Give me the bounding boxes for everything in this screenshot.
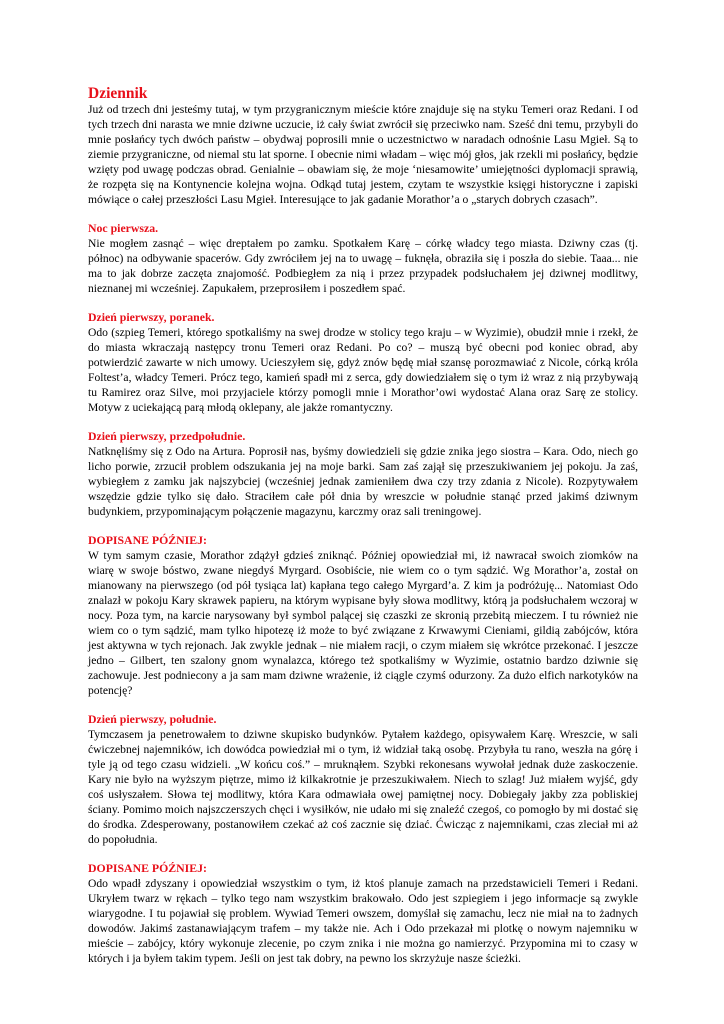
section-heading: Dzień pierwszy, poranek. [88,310,215,324]
document-title: Dziennik [88,85,148,102]
section-paragraph: Natknęliśmy się z Odo na Artura. Poprosił nas, byśmy dowiedzieli się gdzie znika jego siostra – Kara. Odo, niech go licho porwie, zrzucił problem odszukania jej na moje barki. Sam zaś zajął się przeszukiwaniem jej pokoju. Ja zaś, wybiegłem z zamku jak najszybciej (wcześniej jednak zamieniłem dwa czy trzy zdania z Nicole). Rozpytywałem wszędzie gdzie tylko się dało. Straciłem całe pół dnia by wreszcie w południe stanąć przed jakimś dziwnym budynkiem, przypominającym połączenie magazynu, karczmy oraz sali treningowej. [88,445,638,518]
section-heading: Dzień pierwszy, przedpołudnie. [88,429,246,443]
section-heading: DOPISANE PÓŹNIEJ: [88,533,207,547]
section-heading: DOPISANE PÓŹNIEJ: [88,861,207,875]
section-paragraph: Odo wpadł zdyszany i opowiedział wszystkim o tym, iż ktoś planuje zamach na przedstawicieli Temeri i Redani. Ukryłem twarz w rękach – tylko tego nam wszystkim brakowało. Odo jest szpiegiem i jego informacje są zwykle wiarygodne. I tu pojawiał się problem. Wywiad Temeri owszem, domyślał się zamachu, lecz nie miał na to żadnych dowodów. Jakimś zastanawiającym trafem – my także nie. Ach i Odo przekazał mi plotkę o nowym najemniku w mieście – zabójcy, który wykonuje zlecenie, po czym znika i nie można go namierzyć. Przypomina mi to czasy w których i ja byłem takim typem. Jeśli on jest tak dobry, na pewno los skrzyżuje nasze ścieżki. [88,877,638,965]
section-heading: Dzień pierwszy, południe. [88,712,217,726]
intro-paragraph: Już od trzech dni jesteśmy tutaj, w tym przygranicznym mieście które znajduje się na styku Temeri oraz Redani. I od tych trzech dni narasta we mnie dziwne uczucie, iż cały świat zwrócił się przeciwko nam. Sześć dni temu, przybyli do mnie posłańcy tych dwóch państw – obydwaj poprosili mnie o uczestnictwo w naradach odnośnie Lasu Mgieł. Są to ziemie przygraniczne, od niemal stu lat sporne. I obecnie nimi władam – więc mój głos, jak rzekli mi posłańcy, będzie wzięty pod uwagę podczas obrad. Genialnie – obawiam się, że moje ‘niesamowite’ umiejętności dyplomacji sprawią, że rozpęta się na Kontynencie kolejna wojna. Odkąd tutaj jestem, czytam te wszystkie księgi historyczne i zapiski mówiące o całej przeszłości Lasu Mgieł. Interesujące to jak gadanie Morathor’a o „starych dobrych czasach”. [88,103,638,206]
section-heading: Noc pierwsza. [88,221,159,235]
section-paragraph: Tymczasem ja penetrowałem to dziwne skupisko budynków. Pytałem każdego, opisywałem Karę. Wreszcie, w sali ćwiczebnej najemników, ich dowódca powiedział mi o tym, iż widział taką osobę. Przybyła tu rano, weszła na górę i tyle ją od tego czasu widzieli. „W końcu coś.” – mruknąłem. Szybki rekonesans wywołał jednak duże zaskoczenie. Kary nie było na wyższym piętrze, mimo iż kilkakrotnie je przeszukiwałem. Niech to szlag! Już miałem wyjść, gdy coś usłyszałem. Słowa tej modlitwy, która Kara odmawiała owej pamiętnej nocy. Dobiegały jakby zza pobliskiej ściany. Pomimo moich najszczerszych chęci i wysiłków, nie udało mi się znaleźć czegoś, co pomogło by mi dostać się do środka. Zdesperowany, postanowiłem czekać aż coś zacznie się dziać. Ćwicząc z najemnikami, czas zleciał mi aż do popołudnia. [88,728,638,846]
section-paragraph: Odo (szpieg Temeri, którego spotkaliśmy na swej drodze w stolicy tego kraju – w Wyzimie), obudził mnie i rzekł, że do miasta wkraczają następcy tronu Temeri oraz Redani. Po co? – muszą być obecni pod koniec obrad, aby potwierdzić zawarte w nich umowy. Ucieszyłem się, gdyż znów będę miał szansę porozmawiać z Nicole, córką króla Foltest’a, władcy Temeri. Prócz tego, kamień spadł mi z serca, gdy dowiedziałem się o tym iż wraz z nią przybywają tu Ramirez oraz Silve, moi przyjaciele którzy pomogli mnie i Morathor’owi wydostać Alana oraz Sarę ze stolicy. Motyw z uciekającą parą młodą oklepany, ale jakże romantyczny. [88,326,638,414]
section-paragraph: W tym samym czasie, Morathor zdążył gdzieś zniknąć. Później opowiedział mi, iż nawracał swoich ziomków na wiarę w swoje bóstwo, zwane niegdyś Myrgard. Osobiście, nie wiem co o tym sądzić. Wg Morathor’a, został on mianowany na pierwszego (od pół tysiąca lat) kapłana tego całego Myrgard’a. Z kim ja podróżuję... Natomiast Odo znalazł w pokoju Kary skrawek papieru, na którym wypisane były słowa modlitwy, którą ja podsłuchałem wczoraj w nocy. Poza tym, na karcie narysowany był symbol palącej się czaszki ze skronią przebitą mieczem. I tu również nie wiem co o tym sądzić, mam tylko hipotezę iż może to być związane z Krwawymi Cieniami, gildią zabójców, która jest aktywna w tych rejonach. Jak zwykle jednak – nie miałem racji, o czym miałem się wkrótce przekonać. I jeszcze jedno – Gilbert, ten szalony gnom wynalazca, którego też spotkaliśmy w Wyzimie, ostatnio bardzo dziwnie się zachowuje. Jest podniecony a ja sam mam dziwne wrażenie, iż ciągle czymś odurzony. Za dużo elfich narkotyków na potencję? [88,549,638,697]
section-paragraph: Nie mogłem zasnąć – więc dreptałem po zamku. Spotkałem Karę – córkę władcy tego miasta. Dziwny czas (tj. północ) na odbywanie spacerów. Gdy zwróciłem jej na to uwagę – fuknęła, obraziła się i poszła do siebie. Taaa... nie ma to jak dobrze zaczęta znajomość. Podbiegłem za nią i przez przypadek podsłuchałem jej dziwnej modlitwy, nieznanej mi wcześniej. Zapukałem, przeprosiłem i poszedłem spać. [88,237,638,295]
document-page [88,85,638,966]
